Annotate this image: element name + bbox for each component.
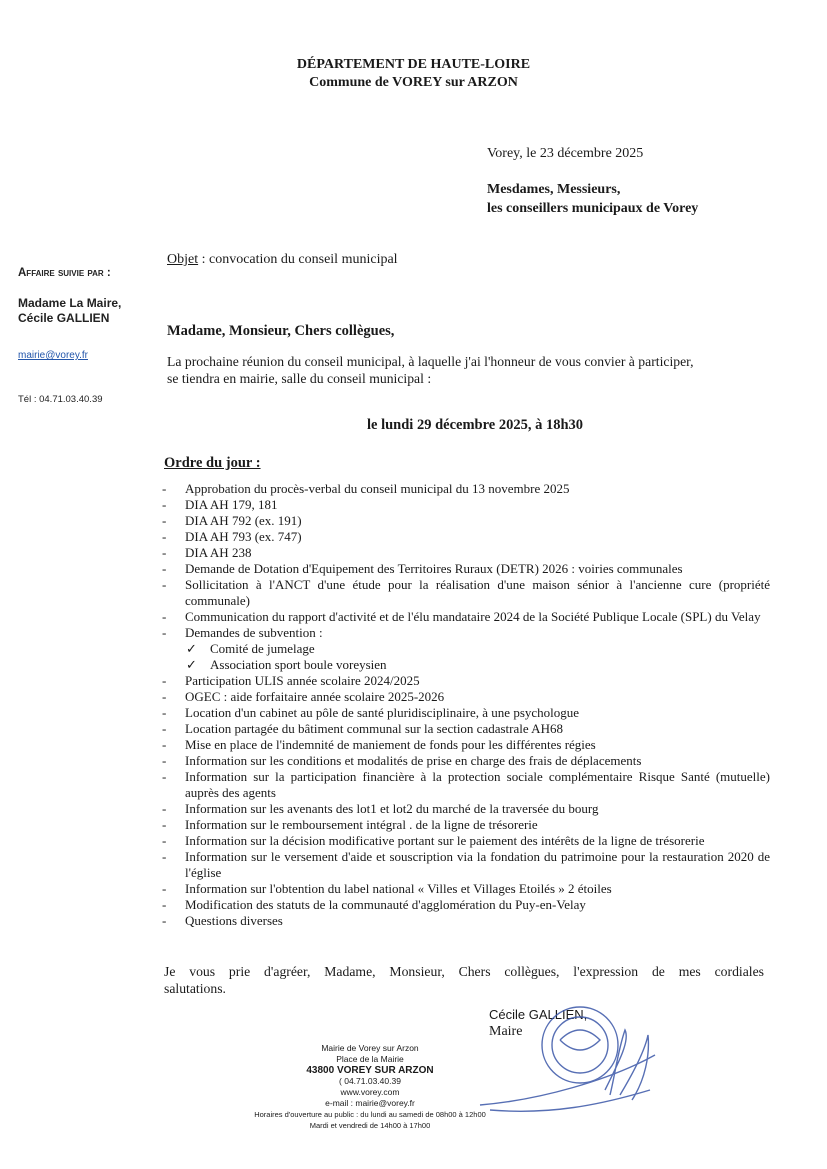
agenda-item-text: Association sport boule voreysien	[210, 657, 387, 672]
agenda-subitem	[160, 641, 770, 657]
agenda-item	[160, 497, 770, 513]
agenda-item	[160, 545, 770, 561]
agenda-item-text: DIA AH 793 (ex. 747)	[185, 529, 302, 544]
affaire-label: Affaire suivie par :	[18, 267, 111, 279]
bullet-dash: -	[162, 625, 167, 640]
ordre-title: Ordre du jour :	[164, 455, 261, 471]
footer-line8: Mardi et vendredi de 14h00 à 17h00	[309, 1121, 431, 1130]
closing-line2: salutations.	[164, 981, 226, 996]
agenda-item	[160, 833, 770, 849]
bullet-dash: -	[162, 561, 167, 576]
bullet-dash: -	[162, 769, 167, 784]
agenda-item-text: DIA AH 792 (ex. 191)	[185, 513, 302, 528]
intro-line1: La prochaine réunion du conseil municipal, à laquelle j'ai l'honneur de vous convier à participer,	[167, 354, 694, 369]
agenda-item-text: Approbation du procès-verbal du conseil municipal du 13 novembre 2025	[185, 481, 570, 496]
bullet-dash: -	[162, 705, 167, 720]
agenda-item	[160, 721, 770, 737]
bullet-dash: -	[162, 881, 167, 896]
footer-line7: Horaires d'ouverture au public : du lundi au samedi de 08h00 à 12h00	[254, 1110, 486, 1119]
agenda-item-text: OGEC : aide forfaitaire année scolaire 2025-2026	[185, 689, 445, 704]
footer-line6: e-mail : mairie@vorey.fr	[325, 1098, 415, 1108]
agenda-list	[160, 481, 770, 929]
email-link[interactable]: mairie@vorey.fr	[18, 350, 88, 361]
intro-line2: se tiendra en mairie, salle du conseil municipal :	[167, 371, 432, 386]
agenda-item	[160, 801, 770, 817]
bullet-dash: -	[162, 545, 167, 560]
agenda-item	[160, 737, 770, 753]
bullet-dash: -	[162, 833, 167, 848]
agenda-item	[160, 625, 770, 641]
agenda-item	[160, 817, 770, 833]
bullet-dash: -	[162, 721, 167, 736]
agenda-item	[160, 673, 770, 689]
agenda-item	[160, 913, 770, 929]
contact-name-line1: Madame La Maire,	[18, 296, 122, 310]
bullet-dash: -	[162, 497, 167, 512]
bullet-dash: -	[162, 849, 167, 864]
footer-line1: Mairie de Vorey sur Arzon	[321, 1043, 419, 1053]
checkmark-icon: ✓	[186, 641, 197, 656]
recipient-line2: les conseillers municipaux de Vorey	[487, 201, 699, 216]
footer-line4: ( 04.71.03.40.39	[339, 1076, 401, 1086]
agenda-item-text: Sollicitation à l'ANCT d'une étude pour la réalisation d'une maison sénior à l'ancienne cure (propriété communale)	[185, 577, 770, 608]
agenda-item	[160, 529, 770, 545]
agenda-item-text: Demande de Dotation d'Equipement des Territoires Ruraux (DETR) 2026 : voiries communales	[185, 561, 683, 576]
recipient-line1: Mesdames, Messieurs,	[487, 182, 621, 197]
agenda-item-text: Information sur la décision modificative portant sur le paiement des intérêts de la ligne de trésorerie	[185, 833, 705, 848]
bullet-dash: -	[162, 689, 167, 704]
footer-line3: 43800 VOREY SUR ARZON	[306, 1065, 434, 1076]
agenda-item-text: Information sur les avenants des lot1 et lot2 du marché de la traversée du bourg	[185, 801, 599, 816]
agenda-item-text: Information sur la participation financière à la protection sociale complémentaire Risque Santé (mutuelle) auprès des agents	[185, 769, 770, 800]
bullet-dash: -	[162, 481, 167, 496]
footer-line2: Place de la Mairie	[336, 1054, 404, 1064]
telephone: Tél : 04.71.03.40.39	[18, 394, 103, 405]
agenda-item-text: Modification des statuts de la communauté d'agglomération du Puy-en-Velay	[185, 897, 586, 912]
agenda-item-text: Location partagée du bâtiment communal sur la section cadastrale AH68	[185, 721, 563, 736]
commune-title: Commune de VOREY sur ARZON	[309, 75, 518, 90]
agenda-item	[160, 689, 770, 705]
agenda-item-text: Mise en place de l'indemnité de maniement de fonds pour les différentes régies	[185, 737, 596, 752]
agenda-item-text: Information sur le versement d'aide et souscription via la fondation du patrimoine pour la restauration 2020 de l'église	[185, 849, 770, 880]
footer-address	[230, 1043, 510, 1131]
signature-name: Cécile GALLIEN,	[489, 1007, 588, 1022]
bullet-dash: -	[162, 737, 167, 752]
agenda-item-text: Information sur le remboursement intégral . de la ligne de trésorerie	[185, 817, 538, 832]
stamp-outer-circle	[542, 1007, 618, 1083]
objet-text: : convocation du conseil municipal	[198, 252, 398, 267]
recipient-block	[487, 180, 698, 218]
closing-line1: Je vous prie d'agréer, Madame, Monsieur, Chers collègues, l'expression de mes cordiales	[164, 964, 764, 979]
contact-name	[18, 296, 121, 326]
signature-title: Maire	[489, 1024, 523, 1039]
agenda-subitem	[160, 657, 770, 673]
agenda-item-text: Information sur les conditions et modalités de prise en charge des frais de déplacements	[185, 753, 642, 768]
objet-label: Objet	[167, 252, 199, 267]
bullet-dash: -	[162, 609, 167, 624]
agenda-item	[160, 609, 770, 625]
agenda-item-text: Comité de jumelage	[210, 641, 315, 656]
agenda-item-text: DIA AH 238	[185, 545, 252, 560]
salutation: Madame, Monsieur, Chers collègues,	[167, 323, 395, 339]
agenda-item	[160, 849, 770, 881]
agenda-item	[160, 705, 770, 721]
agenda-item	[160, 881, 770, 897]
meeting-date: le lundi 29 décembre 2025, à 18h30	[366, 417, 584, 433]
agenda-item	[160, 897, 770, 913]
agenda-item	[160, 753, 770, 769]
bullet-dash: -	[162, 817, 167, 832]
agenda-item	[160, 577, 770, 609]
intro-paragraph	[167, 353, 777, 387]
contact-name-line2: Cécile GALLIEN	[18, 311, 110, 325]
stamp-emblem	[560, 1030, 600, 1050]
bullet-dash: -	[162, 529, 167, 544]
agenda-item	[160, 481, 770, 497]
agenda-item	[160, 561, 770, 577]
bullet-dash: -	[162, 753, 167, 768]
agenda-item-text: Location d'un cabinet au pôle de santé pluridisciplinaire, à une psychologue	[185, 705, 580, 720]
department-title: DÉPARTEMENT DE HAUTE-LOIRE	[296, 57, 531, 72]
agenda-item	[160, 769, 770, 801]
agenda-item-text: Communication du rapport d'activité et de l'élu mandataire 2024 de la Société Publique Locale (SPL) du Velay	[185, 609, 761, 624]
agenda-item-text: Demandes de subvention :	[185, 625, 323, 640]
agenda-item-text: Questions diverses	[185, 913, 283, 928]
closing-paragraph	[164, 963, 764, 997]
stamp-inner-circle	[552, 1017, 608, 1073]
bullet-dash: -	[162, 513, 167, 528]
bullet-dash: -	[162, 673, 167, 688]
bullet-dash: -	[162, 801, 167, 816]
bullet-dash: -	[162, 897, 167, 912]
agenda-item-text: DIA AH 179, 181	[185, 497, 278, 512]
agenda-item	[160, 513, 770, 529]
bullet-dash: -	[162, 913, 167, 928]
objet-line	[167, 252, 398, 268]
agenda-item-text: Information sur l'obtention du label national « Villes et Villages Etoilés » 2 étoiles	[185, 881, 612, 896]
checkmark-icon: ✓	[186, 657, 197, 672]
footer-line5: www.vorey.com	[340, 1087, 400, 1097]
agenda-item-text: Participation ULIS année scolaire 2024/2025	[185, 673, 420, 688]
bullet-dash: -	[162, 577, 167, 592]
place-date: Vorey, le 23 décembre 2025	[487, 146, 644, 161]
